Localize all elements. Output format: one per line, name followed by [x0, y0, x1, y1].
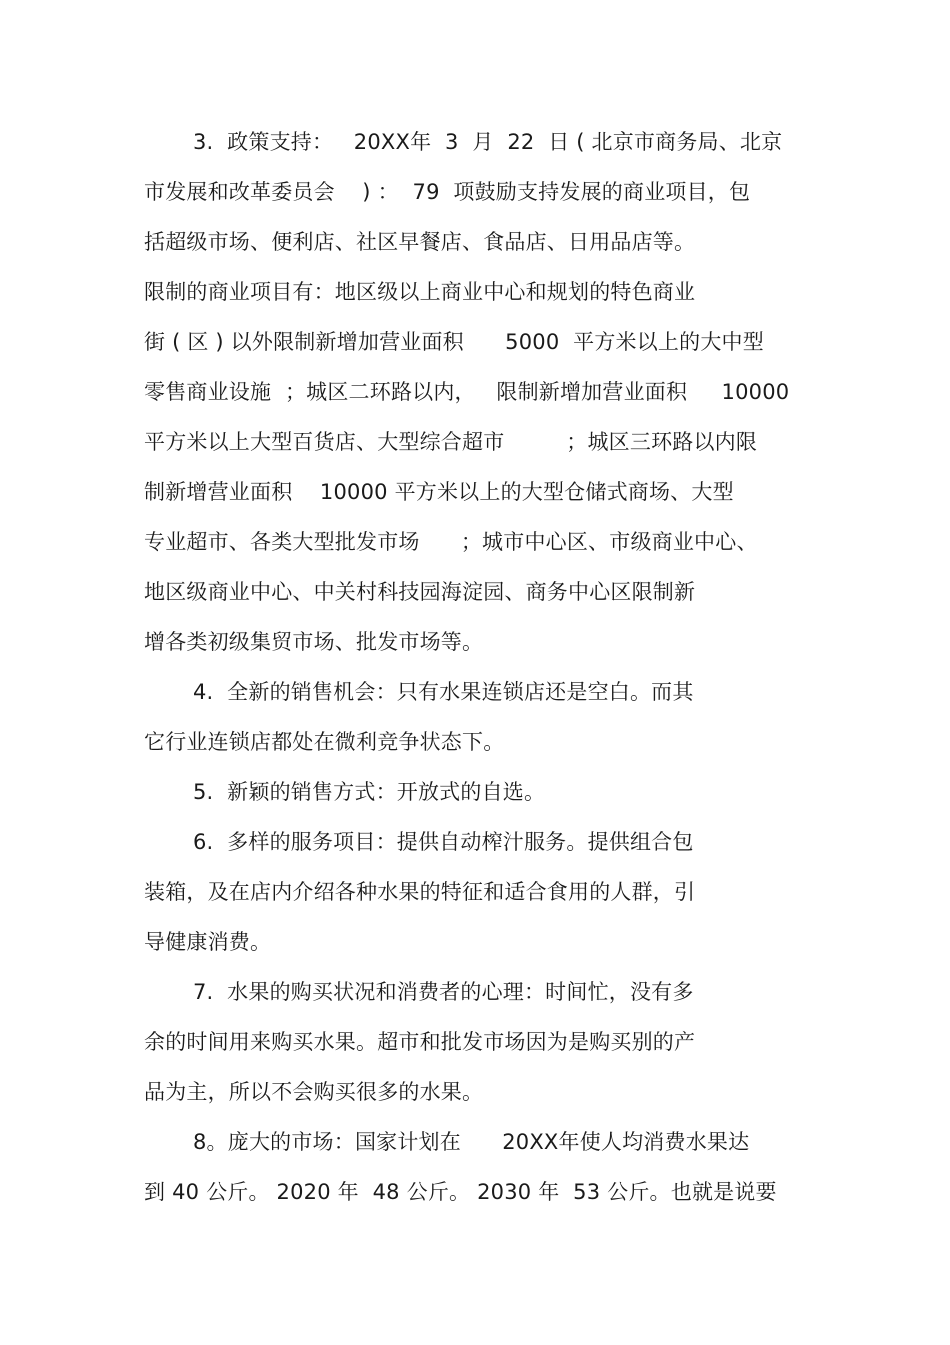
paragraph-7-line-1: 7. 水果的购买状况和消费者的心理：时间忙，没有多: [193, 980, 694, 1004]
paragraph-8-line-1: 8。庞大的市场：国家计划在 20XX年使人均消费水果达: [193, 1130, 750, 1154]
paragraph-3-line-1: 3. 政策支持： 20XX年 3 月 22 日 ( 北京市商务局、北京: [193, 130, 783, 154]
paragraph-6-line-2: 装箱，及在店内介绍各种水果的特征和适合食用的人群，引: [144, 880, 696, 904]
paragraph-3-line-11: 增各类初级集贸市场、批发市场等。: [144, 630, 484, 654]
paragraph-6-line-1: 6. 多样的服务项目：提供自动榨汁服务。提供组合包: [193, 830, 694, 854]
paragraph-3-line-4: 限制的商业项目有：地区级以上商业中心和规划的特色商业: [144, 280, 696, 304]
paragraph-3-line-10: 地区级商业中心、中关村科技园海淀园、商务中心区限制新: [144, 580, 696, 604]
paragraph-5-line-1: 5. 新颖的销售方式：开放式的自选。: [193, 780, 546, 804]
paragraph-3-line-7: 平方米以上大型百货店、大型综合超市 ；城区三环路以内限: [144, 430, 758, 454]
paragraph-7-line-2: 余的时间用来购买水果。超市和批发市场因为是购买别的产: [144, 1030, 696, 1054]
paragraph-3-line-9: 专业超市、各类大型批发市场 ；城市中心区、市级商业中心、: [144, 530, 758, 554]
paragraph-6-line-3: 导健康消费。: [144, 930, 272, 954]
paragraph-8-line-2: 到 40 公斤。 2020 年 48 公斤。 2030 年 53 公斤。也就是说要: [144, 1180, 777, 1204]
paragraph-3-line-3: 括超级市场、便利店、社区早餐店、食品店、日用品店等。: [144, 230, 696, 254]
paragraph-4-line-2: 它行业连锁店都处在微利竞争状态下。: [144, 730, 505, 754]
paragraph-3-line-6: 零售商业设施 ；城区二环路以内， 限制新增加营业面积 10000: [144, 380, 790, 404]
paragraph-4-line-1: 4. 全新的销售机会：只有水果连锁店还是空白。而其: [193, 680, 694, 704]
paragraph-3-line-2: 市发展和改革委员会 ) ： 79 项鼓励支持发展的商业项目，包: [144, 180, 751, 204]
paragraph-3-line-8: 制新增营业面积 10000 平方米以上的大型仓储式商场、大型: [144, 480, 734, 504]
paragraph-7-line-3: 品为主，所以不会购买很多的水果。: [144, 1080, 484, 1104]
paragraph-3-line-5: 街 ( 区 ) 以外限制新增加营业面积 5000 平方米以上的大中型: [144, 330, 764, 354]
